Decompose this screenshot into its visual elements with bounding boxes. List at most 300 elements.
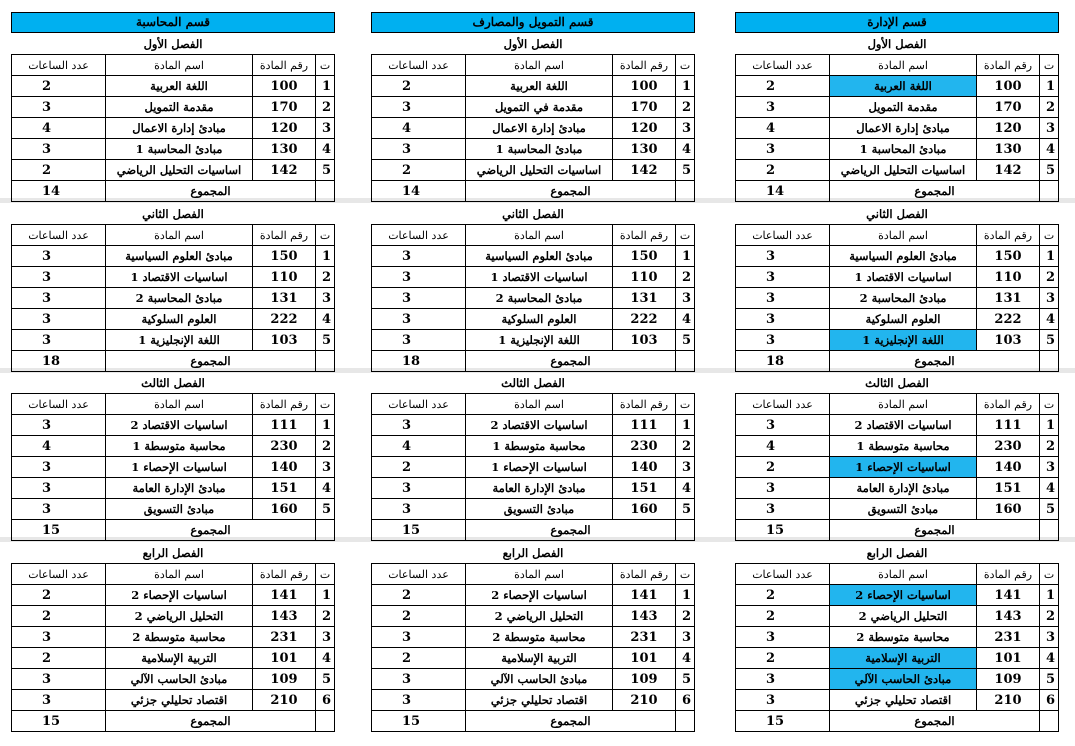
credit-hours: 3 xyxy=(12,690,106,711)
credit-hours: 2 xyxy=(372,585,466,606)
course-name: مبادئ إدارة الاعمال xyxy=(830,118,977,139)
course-name: اساسيات الإحصاء 1 xyxy=(106,457,253,478)
row-index: 1 xyxy=(316,585,335,606)
row-index: 5 xyxy=(676,330,695,351)
table-row xyxy=(12,478,335,499)
course-name: العلوم السلوكية xyxy=(106,309,253,330)
course-table xyxy=(735,54,1059,202)
credit-hours: 2 xyxy=(372,606,466,627)
course-name: محاسبة متوسطة 1 xyxy=(106,436,253,457)
course-number: 130 xyxy=(977,139,1040,160)
header-course-name: اسم المادة xyxy=(830,564,977,585)
total-label: المجموع xyxy=(466,711,676,732)
header-course-name: اسم المادة xyxy=(106,564,253,585)
course-name: مبادئ الإدارة العامة xyxy=(106,478,253,499)
credit-hours: 2 xyxy=(736,457,830,478)
course-table xyxy=(371,224,695,372)
total-spacer xyxy=(316,181,335,202)
header-course-name: اسم المادة xyxy=(106,394,253,415)
row-index: 3 xyxy=(676,288,695,309)
header-t: ت xyxy=(1040,564,1059,585)
course-number: 111 xyxy=(613,415,676,436)
course-name: مبادئ إدارة الاعمال xyxy=(466,118,613,139)
header-course-number: رقم المادة xyxy=(977,225,1040,246)
table-row xyxy=(736,139,1059,160)
course-name: اساسيات الاقتصاد 1 xyxy=(106,267,253,288)
total-hours: 14 xyxy=(372,181,466,202)
table-row xyxy=(12,330,335,351)
course-table xyxy=(11,563,335,732)
credit-hours: 2 xyxy=(12,76,106,97)
course-name: مبادئ العلوم السياسية xyxy=(830,246,977,267)
total-hours: 15 xyxy=(736,520,830,541)
header-course-number: رقم المادة xyxy=(253,564,316,585)
credit-hours: 2 xyxy=(12,585,106,606)
course-number: 100 xyxy=(977,76,1040,97)
table-header-row xyxy=(736,394,1059,415)
header-course-number: رقم المادة xyxy=(613,225,676,246)
table-row xyxy=(736,669,1059,690)
course-number: 103 xyxy=(613,330,676,351)
credit-hours: 3 xyxy=(372,669,466,690)
table-row xyxy=(736,76,1059,97)
header-credit-hours: عدد الساعات xyxy=(372,55,466,76)
header-t: ت xyxy=(1040,55,1059,76)
course-name: اساسيات الاقتصاد 2 xyxy=(106,415,253,436)
department-column xyxy=(11,12,335,729)
table-row xyxy=(12,267,335,288)
course-number: 140 xyxy=(977,457,1040,478)
course-number: 230 xyxy=(253,436,316,457)
table-row xyxy=(12,415,335,436)
course-number: 110 xyxy=(253,267,316,288)
course-number: 150 xyxy=(977,246,1040,267)
course-name: مبادئ الحاسب الآلي xyxy=(830,669,977,690)
table-row xyxy=(12,585,335,606)
credit-hours: 3 xyxy=(12,267,106,288)
credit-hours: 4 xyxy=(12,118,106,139)
course-name: مبادئ العلوم السياسية xyxy=(466,246,613,267)
row-index: 2 xyxy=(676,267,695,288)
table-row xyxy=(372,415,695,436)
course-number: 143 xyxy=(613,606,676,627)
course-name: مبادئ الإدارة العامة xyxy=(830,478,977,499)
credit-hours: 3 xyxy=(12,246,106,267)
semester-title: الفصل الرابع xyxy=(502,546,564,560)
course-name: اساسيات الاقتصاد 1 xyxy=(466,267,613,288)
table-row xyxy=(736,457,1059,478)
credit-hours: 3 xyxy=(736,139,830,160)
course-number: 210 xyxy=(253,690,316,711)
header-t: ت xyxy=(676,55,695,76)
table-header-row xyxy=(736,564,1059,585)
total-row xyxy=(12,351,335,372)
course-name: اللغة الإنجليزية 1 xyxy=(466,330,613,351)
course-number: 120 xyxy=(253,118,316,139)
table-row xyxy=(736,648,1059,669)
course-number: 222 xyxy=(253,309,316,330)
semester-title: الفصل الأول xyxy=(503,37,563,51)
course-table xyxy=(11,54,335,202)
row-index: 1 xyxy=(316,415,335,436)
course-number: 141 xyxy=(613,585,676,606)
row-index: 1 xyxy=(1040,76,1059,97)
semester-block xyxy=(371,34,695,202)
row-index: 4 xyxy=(1040,478,1059,499)
row-index: 5 xyxy=(1040,160,1059,181)
table-row xyxy=(12,97,335,118)
table-row xyxy=(736,436,1059,457)
course-table xyxy=(11,393,335,541)
credit-hours: 2 xyxy=(736,160,830,181)
table-row xyxy=(372,627,695,648)
credit-hours: 3 xyxy=(12,97,106,118)
table-row xyxy=(736,160,1059,181)
table-header-row xyxy=(372,394,695,415)
credit-hours: 2 xyxy=(372,76,466,97)
course-name: مبادئ التسويق xyxy=(830,499,977,520)
table-row xyxy=(736,627,1059,648)
course-name: اساسيات الإحصاء 1 xyxy=(466,457,613,478)
table-row xyxy=(372,330,695,351)
course-name: محاسبة متوسطة 1 xyxy=(466,436,613,457)
course-number: 142 xyxy=(253,160,316,181)
total-spacer xyxy=(1040,181,1059,202)
course-name: اللغة العربية xyxy=(466,76,613,97)
credit-hours: 3 xyxy=(736,330,830,351)
credit-hours: 3 xyxy=(12,330,106,351)
course-name: مبادئ التسويق xyxy=(466,499,613,520)
header-course-number: رقم المادة xyxy=(977,394,1040,415)
credit-hours: 3 xyxy=(12,288,106,309)
course-number: 140 xyxy=(253,457,316,478)
credit-hours: 4 xyxy=(736,118,830,139)
credit-hours: 3 xyxy=(372,478,466,499)
course-name: مبادئ الحاسب الآلي xyxy=(466,669,613,690)
course-number: 141 xyxy=(253,585,316,606)
credit-hours: 3 xyxy=(12,478,106,499)
course-name: مبادئ المحاسبة 2 xyxy=(106,288,253,309)
course-number: 140 xyxy=(613,457,676,478)
table-row xyxy=(372,139,695,160)
course-name: محاسبة متوسطة 2 xyxy=(466,627,613,648)
semester-block xyxy=(11,204,335,372)
table-row xyxy=(736,606,1059,627)
course-name: اساسيات الإحصاء 1 xyxy=(830,457,977,478)
course-name: محاسبة متوسطة 2 xyxy=(830,627,977,648)
row-index: 5 xyxy=(316,330,335,351)
total-spacer xyxy=(316,351,335,372)
course-name: اللغة الإنجليزية 1 xyxy=(106,330,253,351)
table-row xyxy=(372,76,695,97)
header-course-name: اسم المادة xyxy=(830,225,977,246)
table-header-row xyxy=(372,225,695,246)
course-number: 103 xyxy=(253,330,316,351)
course-name: مبادئ إدارة الاعمال xyxy=(106,118,253,139)
total-hours: 15 xyxy=(372,520,466,541)
department-header: قسم الإدارة xyxy=(735,12,1059,33)
table-row xyxy=(736,97,1059,118)
course-number: 131 xyxy=(977,288,1040,309)
semester-title: الفصل الرابع xyxy=(142,546,204,560)
course-number: 110 xyxy=(977,267,1040,288)
total-label: المجموع xyxy=(466,351,676,372)
course-number: 143 xyxy=(253,606,316,627)
header-credit-hours: عدد الساعات xyxy=(12,394,106,415)
total-hours: 18 xyxy=(372,351,466,372)
row-index: 5 xyxy=(1040,499,1059,520)
table-row xyxy=(12,118,335,139)
course-name: مبادئ المحاسبة 1 xyxy=(830,139,977,160)
course-number: 120 xyxy=(977,118,1040,139)
course-number: 101 xyxy=(253,648,316,669)
header-t: ت xyxy=(676,394,695,415)
course-number: 142 xyxy=(977,160,1040,181)
total-row xyxy=(12,181,335,202)
table-row xyxy=(372,436,695,457)
row-index: 6 xyxy=(676,690,695,711)
credit-hours: 3 xyxy=(372,627,466,648)
header-t: ت xyxy=(316,564,335,585)
row-index: 2 xyxy=(1040,436,1059,457)
header-course-number: رقم المادة xyxy=(613,55,676,76)
credit-hours: 2 xyxy=(12,606,106,627)
semester-title: الفصل الثاني xyxy=(866,207,928,221)
header-course-name: اسم المادة xyxy=(466,225,613,246)
total-label: المجموع xyxy=(830,711,1040,732)
row-index: 3 xyxy=(676,118,695,139)
total-label: المجموع xyxy=(106,520,316,541)
department-header: قسم المحاسبة xyxy=(11,12,335,33)
credit-hours: 3 xyxy=(736,478,830,499)
row-index: 2 xyxy=(676,606,695,627)
semester-block xyxy=(11,34,335,202)
course-number: 160 xyxy=(977,499,1040,520)
total-spacer xyxy=(316,520,335,541)
row-index: 1 xyxy=(676,76,695,97)
table-header-row xyxy=(736,55,1059,76)
table-row xyxy=(12,606,335,627)
course-number: 150 xyxy=(253,246,316,267)
course-table xyxy=(735,224,1059,372)
credit-hours: 3 xyxy=(372,690,466,711)
credit-hours: 3 xyxy=(736,309,830,330)
course-name: اساسيات الاقتصاد 2 xyxy=(466,415,613,436)
total-row xyxy=(12,711,335,732)
table-row xyxy=(372,246,695,267)
department-column xyxy=(371,12,695,729)
semester-block xyxy=(11,373,335,541)
header-credit-hours: عدد الساعات xyxy=(736,394,830,415)
course-number: 130 xyxy=(613,139,676,160)
row-index: 2 xyxy=(316,436,335,457)
row-index: 5 xyxy=(316,669,335,690)
row-index: 6 xyxy=(1040,690,1059,711)
total-spacer xyxy=(676,181,695,202)
credit-hours: 2 xyxy=(736,606,830,627)
course-number: 151 xyxy=(977,478,1040,499)
total-hours: 15 xyxy=(372,711,466,732)
total-spacer xyxy=(676,711,695,732)
row-index: 1 xyxy=(676,246,695,267)
table-row xyxy=(736,330,1059,351)
credit-hours: 3 xyxy=(12,627,106,648)
credit-hours: 2 xyxy=(372,457,466,478)
course-number: 210 xyxy=(613,690,676,711)
credit-hours: 3 xyxy=(736,690,830,711)
table-row xyxy=(372,606,695,627)
course-name: اساسيات الإحصاء 2 xyxy=(466,585,613,606)
course-number: 103 xyxy=(977,330,1040,351)
credit-hours: 2 xyxy=(736,648,830,669)
course-table xyxy=(735,563,1059,732)
credit-hours: 3 xyxy=(372,309,466,330)
row-index: 5 xyxy=(1040,330,1059,351)
table-row xyxy=(736,118,1059,139)
semester-title: الفصل الثالث xyxy=(865,376,929,390)
credit-hours: 3 xyxy=(372,246,466,267)
credit-hours: 3 xyxy=(736,97,830,118)
course-name: محاسبة متوسطة 1 xyxy=(830,436,977,457)
table-row xyxy=(736,309,1059,330)
table-row xyxy=(12,76,335,97)
header-credit-hours: عدد الساعات xyxy=(12,55,106,76)
credit-hours: 3 xyxy=(736,246,830,267)
header-course-number: رقم المادة xyxy=(253,225,316,246)
total-hours: 15 xyxy=(12,520,106,541)
course-number: 120 xyxy=(613,118,676,139)
header-credit-hours: عدد الساعات xyxy=(736,225,830,246)
course-name: اقتصاد تحليلي جزئي xyxy=(830,690,977,711)
table-row xyxy=(12,309,335,330)
total-spacer xyxy=(676,520,695,541)
credit-hours: 4 xyxy=(12,436,106,457)
table-row xyxy=(736,246,1059,267)
semester-title: الفصل الرابع xyxy=(866,546,928,560)
header-course-name: اسم المادة xyxy=(466,394,613,415)
course-number: 231 xyxy=(253,627,316,648)
course-name: اللغة العربية xyxy=(106,76,253,97)
table-header-row xyxy=(736,225,1059,246)
course-number: 231 xyxy=(613,627,676,648)
course-table xyxy=(735,393,1059,541)
course-number: 151 xyxy=(253,478,316,499)
course-name: مبادئ المحاسبة 1 xyxy=(466,139,613,160)
table-row xyxy=(372,648,695,669)
row-index: 3 xyxy=(676,457,695,478)
course-name: مبادئ العلوم السياسية xyxy=(106,246,253,267)
course-name: اساسيات التحليل الرياضي xyxy=(830,160,977,181)
credit-hours: 3 xyxy=(372,139,466,160)
semester-block xyxy=(735,34,1059,202)
header-credit-hours: عدد الساعات xyxy=(372,225,466,246)
table-header-row xyxy=(12,225,335,246)
course-name: اقتصاد تحليلي جزئي xyxy=(466,690,613,711)
table-header-row xyxy=(12,55,335,76)
row-index: 1 xyxy=(316,246,335,267)
course-name: التحليل الرياضي 2 xyxy=(106,606,253,627)
course-number: 109 xyxy=(977,669,1040,690)
course-number: 131 xyxy=(253,288,316,309)
header-credit-hours: عدد الساعات xyxy=(372,394,466,415)
semester-title: الفصل الأول xyxy=(143,37,203,51)
table-header-row xyxy=(372,55,695,76)
total-row xyxy=(736,181,1059,202)
header-credit-hours: عدد الساعات xyxy=(12,225,106,246)
semester-block xyxy=(371,373,695,541)
course-number: 231 xyxy=(977,627,1040,648)
table-row xyxy=(372,499,695,520)
row-index: 4 xyxy=(316,478,335,499)
total-label: المجموع xyxy=(830,520,1040,541)
table-row xyxy=(12,690,335,711)
department-column xyxy=(735,12,1059,729)
course-number: 170 xyxy=(253,97,316,118)
course-name: اساسيات الإحصاء 2 xyxy=(106,585,253,606)
credit-hours: 3 xyxy=(736,288,830,309)
row-index: 4 xyxy=(676,478,695,499)
credit-hours: 3 xyxy=(12,669,106,690)
total-label: المجموع xyxy=(830,181,1040,202)
total-label: المجموع xyxy=(106,351,316,372)
table-row xyxy=(736,415,1059,436)
row-index: 1 xyxy=(1040,585,1059,606)
course-number: 111 xyxy=(253,415,316,436)
semester-block xyxy=(11,543,335,732)
total-spacer xyxy=(676,351,695,372)
course-name: اساسيات التحليل الرياضي xyxy=(466,160,613,181)
total-hours: 18 xyxy=(736,351,830,372)
row-index: 3 xyxy=(1040,627,1059,648)
credit-hours: 2 xyxy=(736,585,830,606)
header-t: ت xyxy=(316,225,335,246)
course-name: مبادئ الإدارة العامة xyxy=(466,478,613,499)
row-index: 3 xyxy=(316,118,335,139)
row-index: 4 xyxy=(676,139,695,160)
header-course-name: اسم المادة xyxy=(466,564,613,585)
row-index: 2 xyxy=(316,606,335,627)
row-index: 3 xyxy=(1040,118,1059,139)
table-row xyxy=(12,160,335,181)
credit-hours: 2 xyxy=(12,160,106,181)
row-index: 5 xyxy=(676,669,695,690)
row-index: 2 xyxy=(1040,606,1059,627)
credit-hours: 3 xyxy=(372,97,466,118)
course-number: 143 xyxy=(977,606,1040,627)
header-course-name: اسم المادة xyxy=(466,55,613,76)
course-number: 160 xyxy=(253,499,316,520)
row-index: 1 xyxy=(316,76,335,97)
header-t: ت xyxy=(1040,394,1059,415)
course-number: 111 xyxy=(977,415,1040,436)
credit-hours: 3 xyxy=(372,499,466,520)
course-name: التحليل الرياضي 2 xyxy=(466,606,613,627)
row-index: 1 xyxy=(676,415,695,436)
row-index: 6 xyxy=(316,690,335,711)
table-row xyxy=(372,309,695,330)
course-number: 230 xyxy=(613,436,676,457)
table-row xyxy=(372,669,695,690)
credit-hours: 3 xyxy=(372,415,466,436)
total-label: المجموع xyxy=(466,181,676,202)
row-index: 4 xyxy=(1040,139,1059,160)
total-hours: 14 xyxy=(12,181,106,202)
course-number: 222 xyxy=(613,309,676,330)
header-course-name: اسم المادة xyxy=(830,55,977,76)
row-index: 4 xyxy=(316,139,335,160)
row-index: 1 xyxy=(1040,246,1059,267)
header-course-number: رقم المادة xyxy=(977,564,1040,585)
